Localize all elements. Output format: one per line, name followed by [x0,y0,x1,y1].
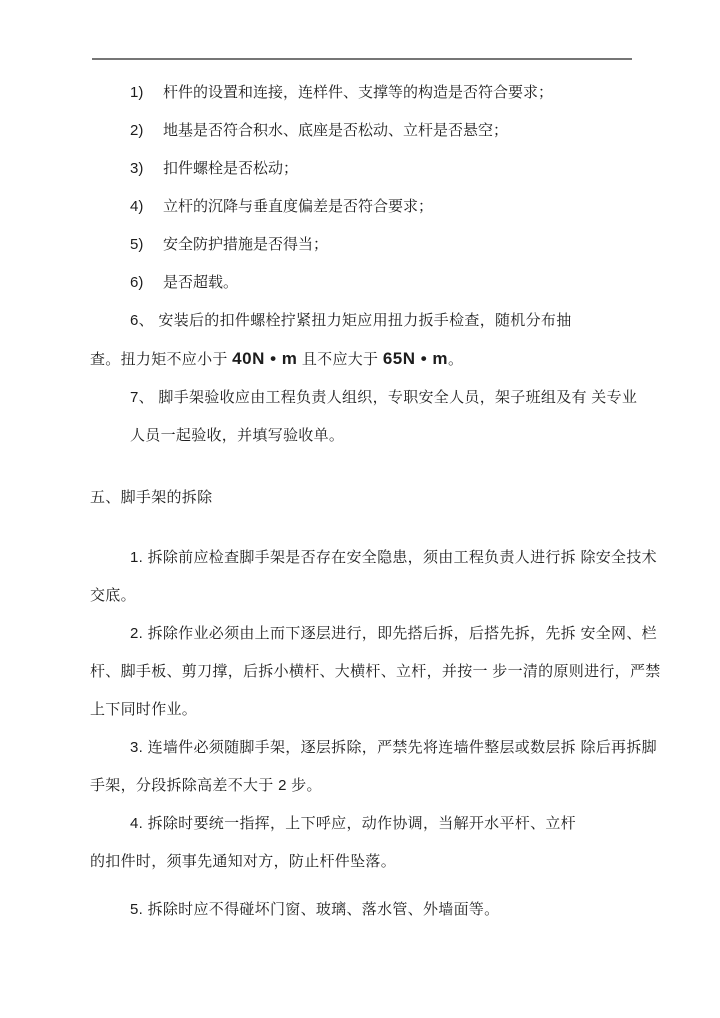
paragraph-acceptance [90,379,638,455]
paragraph-line: 2. 拆除作业必须由上而下逐层进行，即先搭后拆，后搭先拆，先拆 安全网、栏 [130,625,657,642]
paragraph-line: 人员一起验收，并填写验收单。 [130,427,345,444]
list-item-number: 2) [130,122,144,139]
paragraph-line: 手架，分段拆除高差不大于 2 步。 [90,777,322,794]
list-item-text: 杆件的设置和连接，连样件、支撑等的构造是否符合要求； [163,84,554,101]
paragraph-demolition-2 [90,615,661,729]
list-item [90,74,632,112]
list-item-number: 6) [130,274,144,291]
paragraph-text: 。 [448,351,464,368]
paragraph-line: 4. 拆除时要统一指挥，上下呼应，动作协调，当解开水平杆、立杆 [130,815,576,832]
list-item-text: 是否超载。 [163,274,239,291]
section-heading: 五、脚手架的拆除 [90,489,213,506]
paragraph-line: 3. 连墙件必须随脚手架，逐层拆除，严禁先将连墙件整层或数层拆 除后再拆脚 [130,739,657,756]
paragraph-line: 杆、脚手板、剪刀撑，后拆小横杆、大横杆、立杆，并按一 步一清的原则进行，严禁 [90,663,661,680]
list-item-number: 1) [130,84,144,101]
torque-max-value: 65N • m [382,349,449,368]
list-item [90,226,632,264]
paragraph-line: 交底。 [90,587,136,604]
list-item-text: 安全防护措施是否得当； [163,236,329,253]
inspection-checklist [90,74,632,302]
list-item [90,188,632,226]
paragraph-demolition-3 [90,729,657,805]
paragraph-line: 上下同时作业。 [90,701,198,718]
list-item [90,264,632,302]
list-item [90,112,632,150]
paragraph-demolition-1 [90,539,657,615]
paragraph-line: 6、 安装后的扣件螺栓拧紧扭力矩应用扭力扳手检查，随机分布抽 [130,312,572,329]
paragraph-line: 7、 脚手架验收应由工程负责人组织，专职安全人员，架子班组及有 关专业 [130,389,638,406]
paragraph-torque-check [90,302,632,379]
paragraph-demolition-5 [90,891,632,929]
paragraph-text: 查。扭力矩不应小于 [90,351,233,368]
paragraph-line: 1. 拆除前应检查脚手架是否存在安全隐患，须由工程负责人进行拆 除安全技术 [130,549,657,566]
list-item-number: 3) [130,160,144,177]
paragraph-text: 且不应大于 [297,351,383,368]
paragraph-line: 5. 拆除时应不得碰坏门窗、玻璃、落水管、外墙面等。 [130,901,500,918]
list-item-text: 地基是否符合积水、底座是否松动、立杆是否悬空； [163,122,509,139]
torque-min-value: 40N • m [232,349,298,368]
list-item [90,150,632,188]
list-item-text: 立杆的沉降与垂直度偏差是否符合要求； [163,198,434,215]
paragraph-line [90,340,632,379]
list-item-number: 4) [130,198,144,215]
paragraph-demolition-4 [90,805,632,881]
paragraph-line: 的扣件时，须事先通知对方，防止杆件坠落。 [90,853,397,870]
list-item-text: 扣件螺栓是否松动； [163,160,299,177]
list-item-number: 5) [130,236,144,253]
header-rule [92,58,632,60]
